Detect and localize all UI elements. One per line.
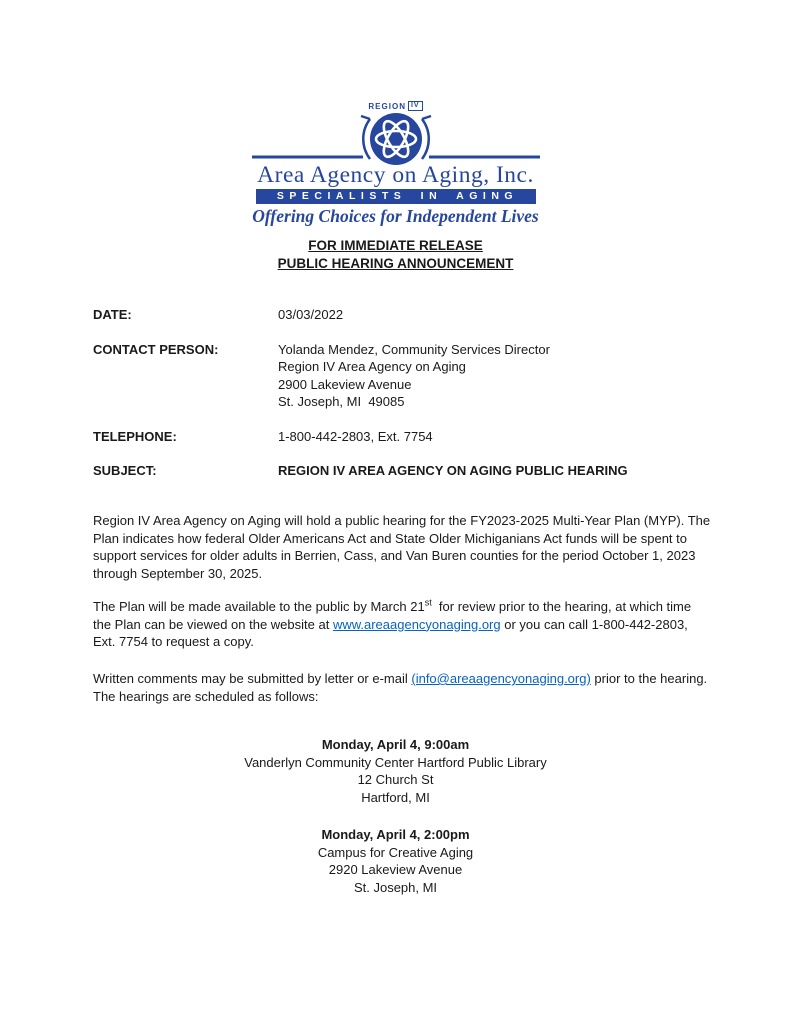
hearing1-street: 12 Church St [357,772,434,787]
website-link[interactable]: www.areaagencyonaging.org [332,616,501,632]
release-info-table [93,306,733,497]
subject-row [93,462,733,480]
hearing2-street: 2920 Lakeview Avenue [328,862,463,877]
date-row [93,306,733,324]
region-numeral: IV [408,101,423,111]
hearing1-city: Hartford, MI [361,789,430,805]
hearing1-datetime: Monday, April 4, 9:00am [321,737,470,752]
subject-value: REGION IV AREA AGENCY ON AGING PUBLIC HEARING [278,463,628,478]
agency-logo [0,101,791,227]
contact-person-value [278,341,733,411]
telephone-value: 1-800-442-2803, Ext. 7754 [278,428,433,444]
contact-org-line: Region IV Area Agency on Aging [278,359,466,374]
region-label-text: REGION [368,101,406,111]
hearing1-venue: Vanderlyn Community Center Hartford Public Library [244,754,547,770]
para3-text-1: Written comments may be submitted by letter or e-mail [93,671,412,686]
org-name: Area Agency on Aging, Inc. [257,162,534,188]
hearing-block-st-joseph [0,826,791,896]
public-hearing-announcement-heading: PUBLIC HEARING ANNOUNCEMENT [277,256,514,271]
subject-label: SUBJECT: [93,463,157,478]
telephone-label: TELEPHONE: [93,428,177,444]
paragraph-written-comments [93,670,715,705]
contact-city-line: St. Joseph, MI 49085 [278,394,405,409]
knot-sphere-icon [246,112,546,168]
date-label: DATE: [93,307,132,322]
contact-name-line: Yolanda Mendez, Community Services Director [278,341,550,357]
hearing2-city: St. Joseph, MI [353,879,438,895]
para2-text-3: or you can call 1-800-442-2803, Ext. 7754 to request a copy. [93,616,692,649]
hearing2-datetime: Monday, April 4, 2:00pm [321,827,470,842]
hearing-block-hartford [0,736,791,806]
org-tagline: Offering Choices for Independent Lives [252,206,539,226]
para2-text-2: for review prior to the hearing, at which time the Plan can be viewed on the website at [93,599,695,632]
telephone-row [93,428,733,446]
para2-text-1: The Plan will be made available to the public by March 21 [93,599,425,614]
for-immediate-release-heading: FOR IMMEDIATE RELEASE [308,238,483,253]
contact-person-label: CONTACT PERSON: [93,341,219,357]
contact-street-line: 2900 Lakeview Avenue [278,376,412,392]
contact-person-row [93,341,733,411]
ordinal-superscript: st [424,597,432,608]
paragraph-hearing-overview: Region IV Area Agency on Aging will hold a public hearing for the FY2023-2025 Multi-Year Plan (MYP). The Plan indicates how federal Older Americans Act and State Older Michiganians Act funds will be spent to support services for older adults in Berrien, Cass, and Van Buren counties for the period October 1, 2023 through September 30, 2025. [93,513,714,581]
region-iv-label [368,101,422,111]
date-value: 03/03/2022 [278,307,344,322]
paragraph-plan-availability [93,598,711,651]
release-headings [0,237,791,273]
hearing2-venue: Campus for Creative Aging [317,844,474,860]
specialists-banner: SPECIALISTS IN AGING [256,189,536,204]
para3-text-2: prior to the hearing. The hearings are scheduled as follows: [93,671,715,704]
email-link[interactable]: (info@areaagencyonaging.org) [411,671,591,686]
